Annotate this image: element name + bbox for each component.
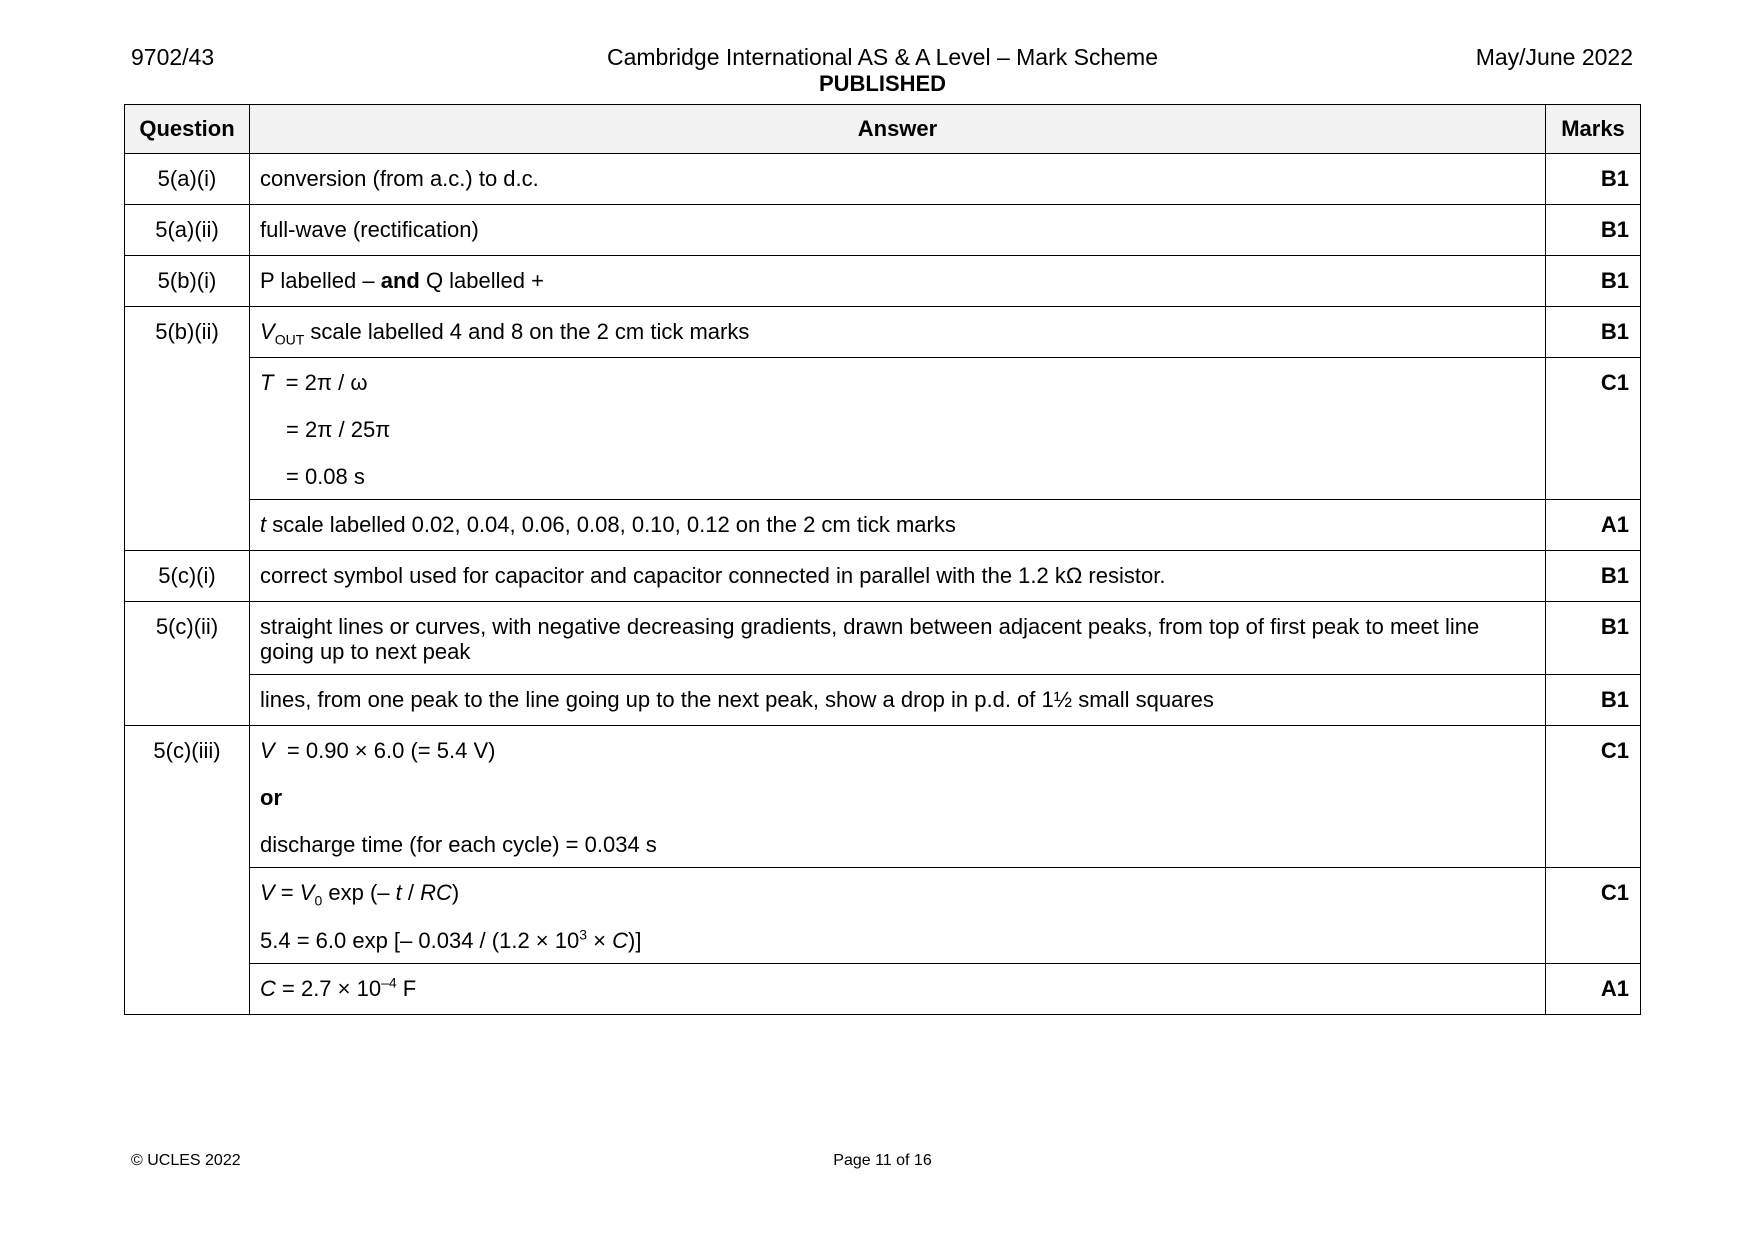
exam-session: May/June 2022 bbox=[1475, 44, 1633, 70]
document-status: PUBLISHED bbox=[818, 71, 947, 96]
mark-code: B1 bbox=[1546, 307, 1641, 358]
answer-fragment: F bbox=[396, 976, 417, 1001]
paper-code: 9702/43 bbox=[131, 44, 215, 70]
answer-text bbox=[250, 868, 1546, 964]
answer-fragment: ) bbox=[451, 880, 460, 905]
table-row bbox=[125, 205, 1641, 256]
table-row bbox=[125, 675, 1641, 726]
answer-fragment: Q labelled + bbox=[419, 268, 544, 293]
symbol-v: V bbox=[260, 880, 275, 905]
answer-text: correct symbol used for capacitor and capacitor connected in parallel with the 1.2 kΩ resistor. bbox=[250, 551, 1546, 602]
answer-text: full-wave (rectification) bbox=[250, 205, 1546, 256]
table-row bbox=[125, 551, 1641, 602]
symbol-t: T bbox=[260, 370, 274, 395]
symbol-t: t bbox=[260, 512, 267, 537]
symbol-c: C bbox=[612, 928, 629, 953]
equation-line bbox=[260, 738, 1535, 763]
or-connector bbox=[260, 785, 1535, 810]
question-number: 5(a)(ii) bbox=[125, 205, 250, 256]
answer-fragment: exp (– bbox=[322, 880, 396, 905]
table-row bbox=[125, 256, 1641, 307]
superscript: –4 bbox=[381, 974, 397, 991]
answer-fragment: 5.4 = 6.0 exp [– 0.034 / (1.2 × 10 bbox=[260, 928, 580, 953]
symbol-v: V bbox=[260, 738, 275, 763]
equation-line bbox=[260, 370, 1535, 395]
table-row bbox=[125, 726, 1641, 868]
question-number: 5(c)(iii) bbox=[125, 726, 250, 1015]
answer-text: straight lines or curves, with negative decreasing gradients, drawn between adjacent peaks, from top of first peak to meet line going up to next peak bbox=[250, 602, 1546, 675]
answer-fragment: )] bbox=[628, 928, 642, 953]
marks-column-header: Marks bbox=[1546, 105, 1641, 154]
symbol-rc: RC bbox=[420, 880, 452, 905]
page-number: Page 11 of 16 bbox=[833, 1152, 932, 1169]
equation-line bbox=[260, 928, 1535, 953]
table-row bbox=[125, 868, 1641, 964]
answer-fragment: = 0.90 × 6.0 (= 5.4 V) bbox=[274, 738, 496, 763]
answer-fragment: = 2.7 × 10 bbox=[275, 976, 382, 1001]
table-row bbox=[125, 307, 1641, 358]
equation-line: discharge time (for each cycle) = 0.034 s bbox=[260, 832, 657, 857]
mark-code: C1 bbox=[1546, 726, 1641, 868]
answer-fragment: × bbox=[587, 928, 613, 953]
answer-fragment: P labelled – bbox=[260, 268, 381, 293]
answer-text bbox=[250, 358, 1546, 500]
copyright-notice: © UCLES 2022 bbox=[131, 1152, 241, 1169]
superscript: 3 bbox=[579, 926, 588, 943]
question-number: 5(b)(ii) bbox=[125, 307, 250, 551]
equation-line: = 2π / 25π bbox=[286, 417, 391, 442]
mark-code: B1 bbox=[1546, 675, 1641, 726]
mark-code: C1 bbox=[1546, 868, 1641, 964]
equation-line bbox=[260, 880, 1535, 909]
mark-code: B1 bbox=[1546, 551, 1641, 602]
subscript: OUT bbox=[274, 331, 305, 348]
symbol-c: C bbox=[260, 976, 276, 1001]
answer-text bbox=[250, 726, 1546, 868]
answer-text bbox=[250, 256, 1546, 307]
answer-text bbox=[250, 307, 1546, 358]
mark-code: B1 bbox=[1546, 205, 1641, 256]
equation-line: = 0.08 s bbox=[286, 464, 365, 489]
table-header-row bbox=[125, 105, 1641, 154]
mark-code: C1 bbox=[1546, 358, 1641, 500]
answer-column-header: Answer bbox=[250, 105, 1546, 154]
question-number: 5(a)(i) bbox=[125, 154, 250, 205]
answer-text: lines, from one peak to the line going up to the next peak, show a drop in p.d. of 1½ small squares bbox=[250, 675, 1546, 726]
mark-code: B1 bbox=[1546, 256, 1641, 307]
answer-emphasis: and bbox=[380, 268, 420, 293]
answer-fragment: / bbox=[401, 880, 421, 905]
question-number: 5(b)(i) bbox=[125, 256, 250, 307]
table-row bbox=[125, 964, 1641, 1015]
table-row bbox=[125, 500, 1641, 551]
mark-scheme-table bbox=[124, 104, 1641, 1015]
question-number: 5(c)(ii) bbox=[125, 602, 250, 726]
table-row bbox=[125, 602, 1641, 675]
answer-fragment: scale labelled 4 and 8 on the 2 cm tick marks bbox=[304, 319, 750, 344]
answer-fragment: scale labelled 0.02, 0.04, 0.06, 0.08, 0.10, 0.12 on the 2 cm tick marks bbox=[266, 512, 956, 537]
mark-code: B1 bbox=[1546, 154, 1641, 205]
mark-code: A1 bbox=[1546, 500, 1641, 551]
or-text: or bbox=[260, 785, 282, 810]
subscript: 0 bbox=[314, 892, 323, 909]
document-title: Cambridge International AS & A Level – Mark Scheme bbox=[606, 44, 1159, 70]
mark-code: A1 bbox=[1546, 964, 1641, 1015]
answer-text bbox=[250, 964, 1546, 1015]
answer-fragment: = bbox=[274, 880, 300, 905]
symbol-v0: V bbox=[299, 880, 315, 905]
question-column-header: Question bbox=[125, 105, 250, 154]
question-number: 5(c)(i) bbox=[125, 551, 250, 602]
mark-code: B1 bbox=[1546, 602, 1641, 675]
symbol-v: V bbox=[260, 319, 275, 344]
table-row bbox=[125, 358, 1641, 500]
symbol-t: t bbox=[395, 880, 402, 905]
answer-fragment: = 2π / ω bbox=[273, 370, 368, 395]
table-row bbox=[125, 154, 1641, 205]
answer-text bbox=[250, 500, 1546, 551]
answer-text: conversion (from a.c.) to d.c. bbox=[250, 154, 1546, 205]
